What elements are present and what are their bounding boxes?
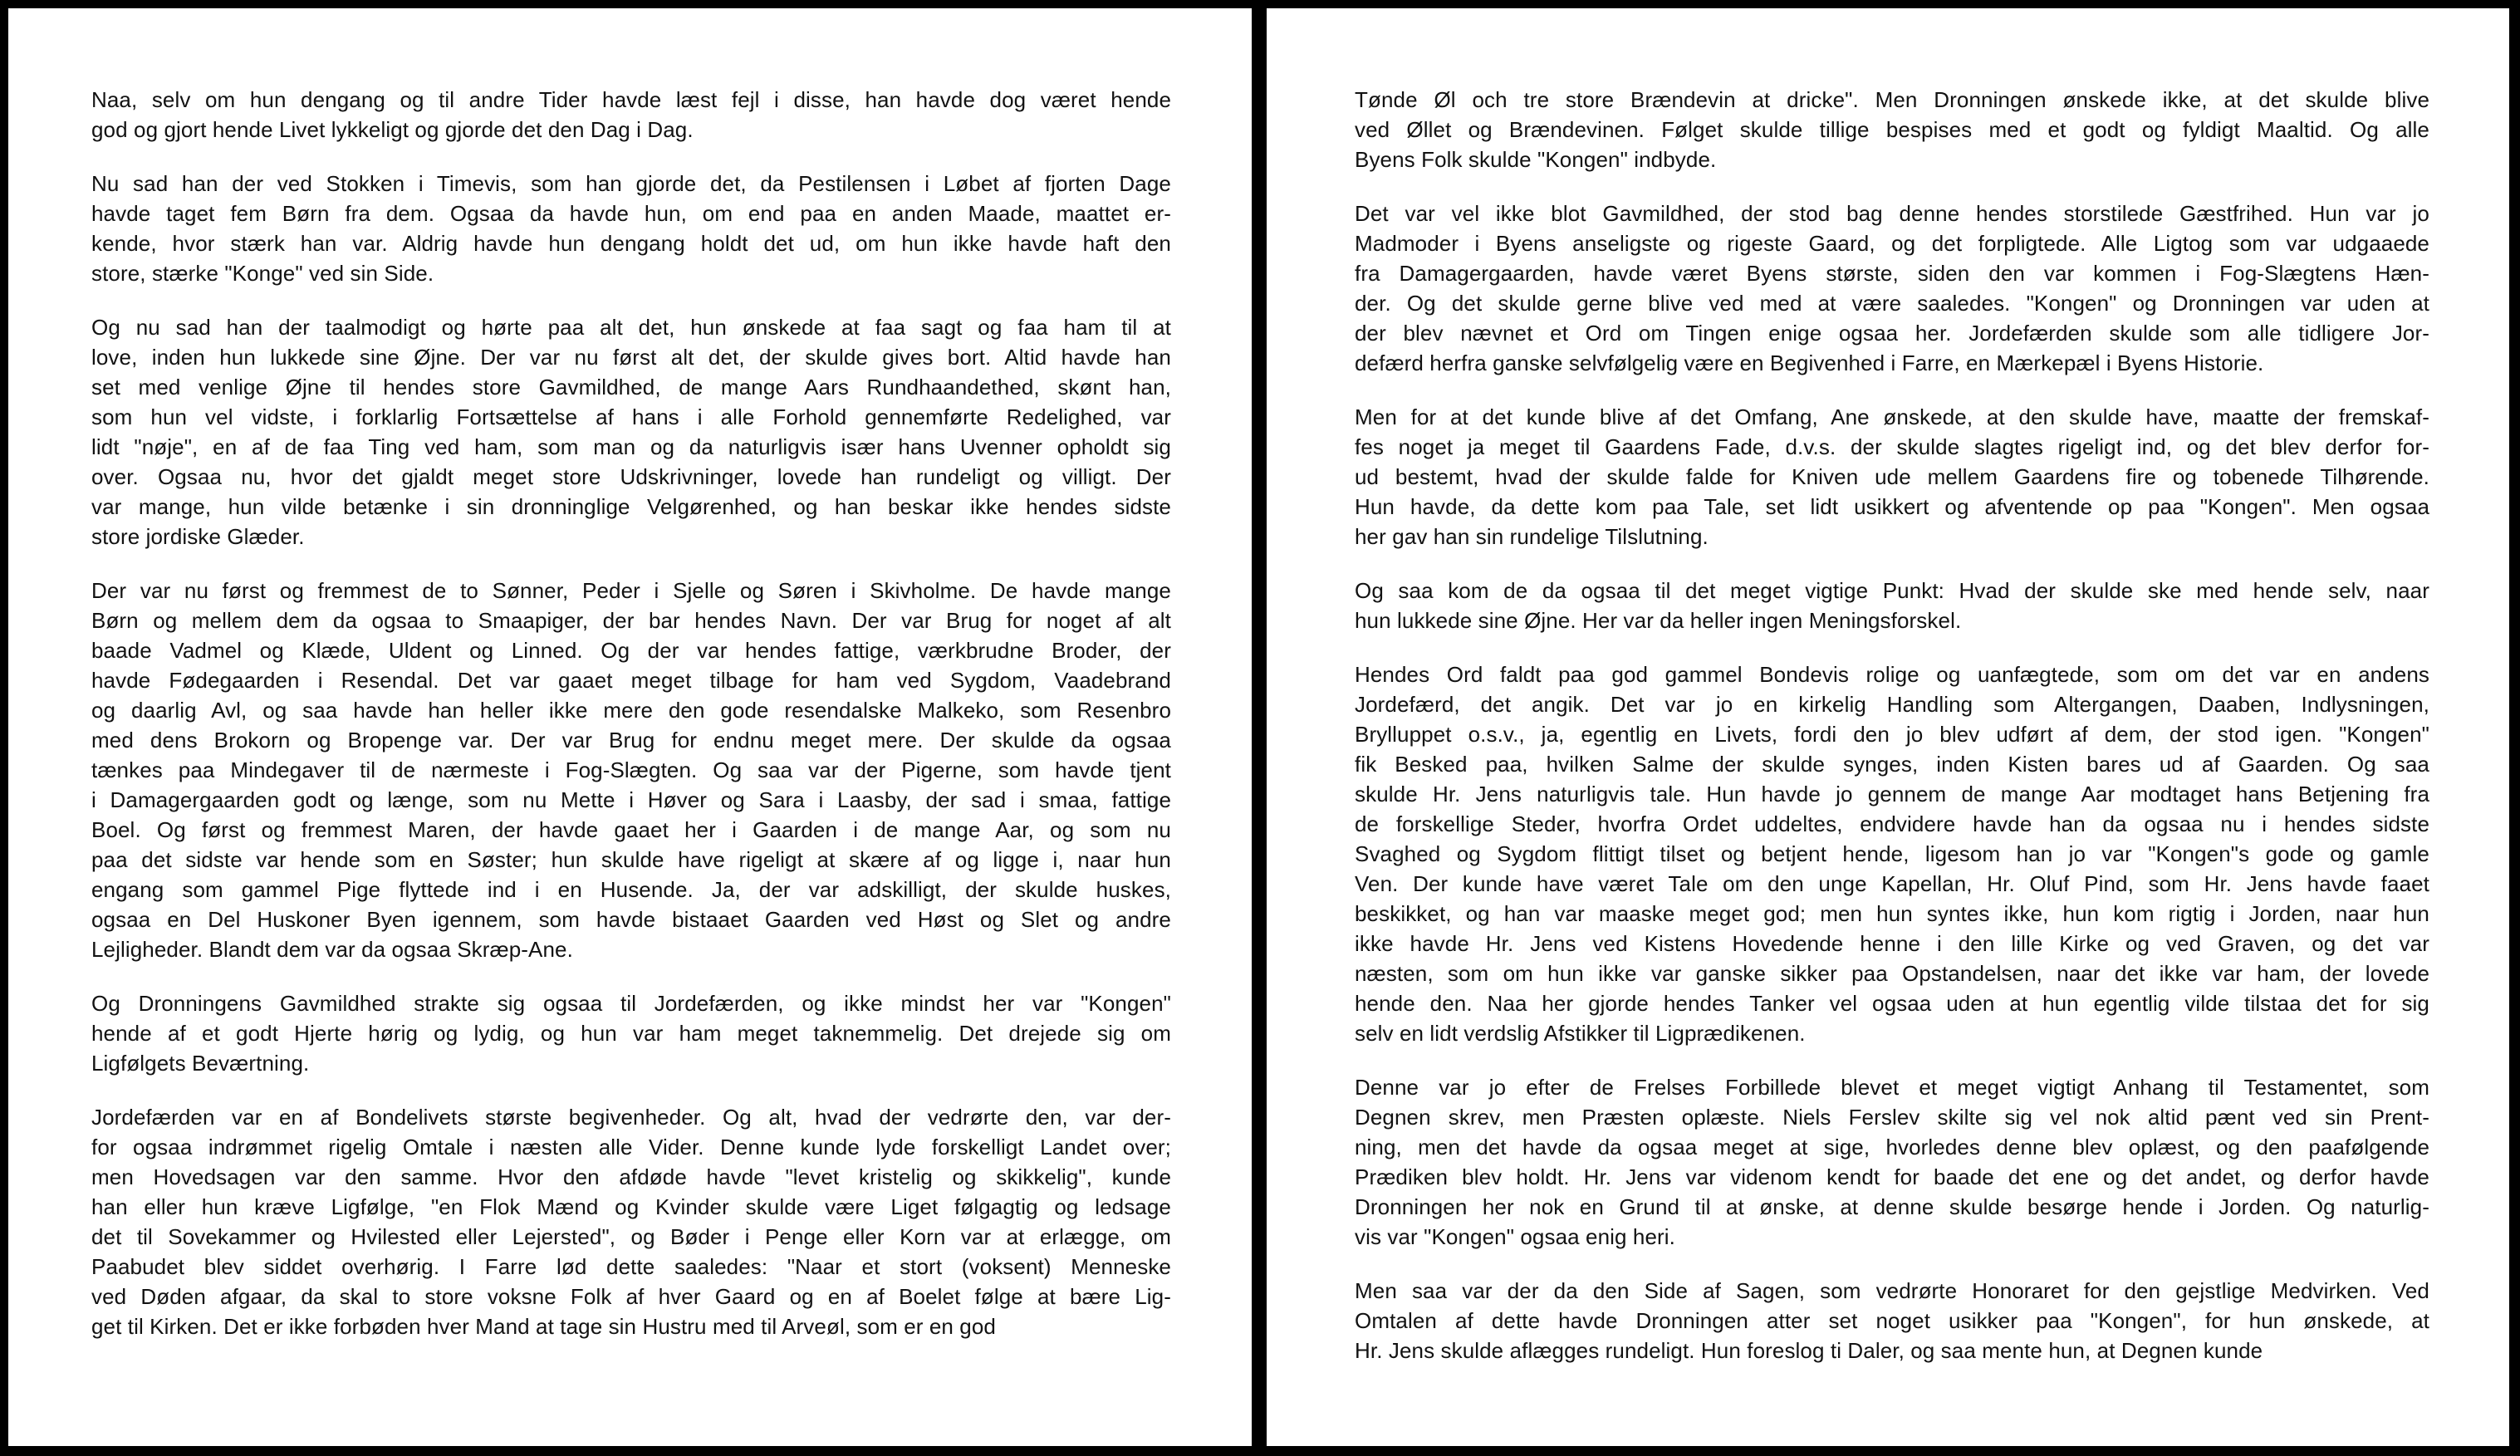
paragraph [1355,659,2429,1048]
text-line: Madmoder i Byens anseligste og rigeste Gaard, og det forpligtede. Alle Ligtog som var udgaaede [1355,231,2429,256]
text-line: ogsaa en Del Huskoner Byen igennem, som havde bistaaet Gaarden ved Høst og Slet og andre [91,907,1171,932]
text-line: god og gjort hende Livet lykkeligt og gjorde det den Dag i Dag. [91,117,694,142]
text-line: næsten, som om hun ikke var ganske sikker paa Opstandelsen, naar det ikke var ham, der lovede [1355,961,2429,986]
text-line: set med venlige Øjne til hendes store Gavmildhed, de mange Aars Rundhaandethed, skønt han, [91,375,1171,400]
paragraph [91,85,1171,145]
text-line: det til Sovekammer og Hvilested eller Lejersted", og Bøder i Penge eller Korn var at erlægge, om [91,1224,1171,1249]
paragraph [1355,1072,2429,1252]
text-line: hun lukkede sine Øjne. Her var da heller ingen Meningsforskel. [1355,608,1962,633]
text-line: Omtalen af dette havde Dronningen atter set noget usikker paa "Kongen", for hun ønskede, at [1355,1308,2429,1333]
text-line: hende af et godt Hjerte hørig og lydig, og hun var ham meget taknemmelig. Det drejede sig om [91,1021,1171,1046]
text-line: Og Dronningens Gavmildhed strakte sig ogsaa til Jordefærden, og ikke mindst her var "Kongen" [91,991,1171,1016]
text-line: paa det sidste var hende som en Søster; hun skulde have rigeligt at skære af og ligge i, naar hun [91,847,1171,872]
text-line: var mange, hun vilde betænke i sin dronninglige Velgørenhed, og han beskar ikke hendes sidste [91,494,1171,519]
text-line: love, inden hun lukkede sine Øjne. Der var nu først alt det, der skulde gives bort. Altid havde han [91,345,1171,370]
text-line: for ogsaa indrømmet rigelig Omtale i næsten alle Vider. Denne kunde lyde forskelligt Landet over; [91,1135,1171,1159]
text-line: Naa, selv om hun dengang og til andre Tider havde læst fejl i disse, han havde dog været hende [91,87,1171,112]
paragraph [1355,85,2429,174]
text-line: Prædiken blev holdt. Hr. Jens var videnom kendt for baade det ene og det andet, og derfor havde [1355,1164,2429,1189]
text-line: Ven. Der kunde have været Tale om den unge Kapellan, Hr. Oluf Pind, som Hr. Jens havde faaet [1355,871,2429,896]
text-line: skulde Hr. Jens naturligvis tale. Hun havde jo gennem de mange Aar modtaget hans Betjening fra [1355,782,2429,806]
text-line: vis var "Kongen" ogsaa enig heri. [1355,1224,1675,1249]
text-line: Det var vel ikke blot Gavmildhed, der stod bag denne hendes storstilede Gæstfrihed. Hun var jo [1355,201,2429,226]
text-line: selv en lidt verdslig Afstikker til Ligprædikenen. [1355,1021,1806,1046]
text-line: ved Øllet og Brændevinen. Følget skulde tillige bespises med et godt og fyldigt Maaltid. Og alle [1355,117,2429,142]
text-line: ved Døden afgaar, da skal to store voksne Folk af hver Gaard og en af Boelet følge at bære Lig- [91,1284,1171,1309]
text-line: Degnen skrev, men Præsten oplæste. Niels Ferslev skilte sig vel nok altid pænt ved sin Prent- [1355,1105,2429,1130]
text-line: engang som gammel Pige flyttede ind i en Husende. Ja, der var adskilligt, der skulde huskes, [91,877,1171,902]
text-line: Men saa var der da den Side af Sagen, som vedrørte Honoraret for den gejstlige Medvirken. Ved [1355,1278,2429,1303]
text-line: Denne var jo efter de Frelses Forbillede blevet et meget vigtigt Anhang til Testamentet, som [1355,1075,2429,1100]
text-line: Dronningen her nok en Grund til at ønske, at denne skulde besørge hende i Jorden. Og naturlig- [1355,1194,2429,1219]
text-line: ning, men det havde da ogsaa meget at sige, hvorledes denne blev oplæst, og den paafølgende [1355,1135,2429,1159]
text-line: ikke havde Hr. Jens ved Kistens Hovedende henne i den lille Kirke og ved Graven, og det var [1355,931,2429,956]
page-left [8,8,1252,1446]
text-line: beskikket, og han var maaske meget god; men hun syntes ikke, hun kom rigtig i Jorden, naar hun [1355,901,2429,926]
paragraph [91,1102,1171,1341]
text-line: Paabudet blev siddet overhørig. I Farre lød dette saaledes: "Naar et stort (voksent) Menneske [91,1254,1171,1279]
text-line: store, stærke "Konge" ved sin Side. [91,261,434,286]
text-line: store jordiske Glæder. [91,524,305,549]
text-line: havde Fødegaarden i Resendal. Det var gaaet meget tilbage for ham ved Sygdom, Vaadebrand [91,668,1171,693]
text-line: Hun havde, da dette kom paa Tale, set lidt usikkert og afventende op paa "Kongen". Men ogsaa [1355,494,2429,519]
text-line: hende den. Naa her gjorde hendes Tanker vel ogsaa uden at hun egentlig vilde tilstaa det for sig [1355,991,2429,1016]
text-line: med dens Brokorn og Bropenge var. Der var Brug for endnu meget mere. Der skulde da ogsaa [91,728,1171,753]
text-line: Børn og mellem dem da ogsaa to Smaapiger, der bar hendes Navn. Der var Brug for noget af alt [91,608,1171,633]
paragraph [1355,1276,2429,1365]
text-line: Byens Folk skulde "Kongen" indbyde. [1355,147,1717,172]
text-line: der blev nævnet et Ord om Tingen enige ogsaa her. Jordefærden skulde som alle tidligere Jor- [1355,321,2429,346]
text-line: get til Kirken. Det er ikke forbøden hver Mand at tage sin Hustru med til Arveøl, som er en god [91,1314,996,1339]
text-line: og daarlig Avl, og saa havde han heller ikke mere den gode resendalske Malkeko, som Resenbro [91,698,1171,723]
paragraph [1355,199,2429,378]
text-line: havde taget fem Børn fra dem. Ogsaa da havde hun, om end paa en anden Maade, maattet er- [91,201,1171,226]
text-line: i Damagergaarden godt og længe, som nu Mette i Høver og Sara i Laasby, der sad i smaa, fattige [91,787,1171,812]
text-line: fes noget ja meget til Gaardens Fade, d.v.s. der skulde slagtes rigeligt ind, og det blev derfor for- [1355,434,2429,459]
text-line: lidt "nøje", en af de faa Ting ved ham, som man og da naturligvis især hans Uvenner opholdt sig [91,434,1171,459]
text-line: som hun vel vidste, i forklarlig Fortsættelse af hans i alle Forhold gennemførte Redelighed, var [91,404,1171,429]
paragraph [91,576,1171,964]
text-line: defærd herfra ganske selvfølgelig være en Begivenhed i Farre, en Mærkepæl i Byens Historie. [1355,351,2264,375]
paragraph [91,312,1171,552]
text-line: Jordefærden var en af Bondelivets største begivenheder. Og alt, hvad der vedrørte den, var der- [91,1105,1171,1130]
text-line: Og nu sad han der taalmodigt og hørte paa alt det, hun ønskede at faa sagt og faa ham til at [91,315,1171,340]
text-line: Og saa kom de da ogsaa til det meget vigtige Punkt: Hvad der skulde ske med hende selv, naar [1355,578,2429,603]
paragraph [91,988,1171,1078]
page-divider [1252,0,1267,1456]
text-line: der. Og det skulde gerne blive ved med at være saaledes. "Kongen" og Dronningen var uden at [1355,291,2429,316]
text-line: Ligfølgets Beværtning. [91,1051,310,1076]
text-line: men Hovedsagen var den samme. Hvor den afdøde havde "levet kristelig og skikkelig", kunde [91,1164,1171,1189]
text-line: her gav han sin rundelige Tilslutning. [1355,524,1709,549]
text-line: de forskellige Steder, hvorfra Ordet uddeltes, endvidere havde han da ogsaa nu i hendes sidste [1355,811,2429,836]
text-line: kende, hvor stærk han var. Aldrig havde hun dengang holdt det ud, om hun ikke havde haft den [91,231,1171,256]
text-line: Svaghed og Sygdom flittigt tilset og betjent hende, ligesom han jo var "Kongen"s gode og gamle [1355,841,2429,866]
page-right [1267,8,2509,1446]
text-line: Hendes Ord faldt paa god gammel Bondevis rolige og uanfægtede, som om det var en andens [1355,662,2429,687]
paragraph [1355,576,2429,635]
text-line: ud bestemt, hvad der skulde falde for Kniven ude mellem Gaardens fire og tobenede Tilhørende. [1355,464,2429,489]
text-line: tænkes paa Mindegaver til de nærmeste i Fog-Slægten. Og saa var der Pigerne, som havde tjent [91,757,1171,782]
text-line: baade Vadmel og Klæde, Uldent og Linned. Og der var hendes fattige, værkbrudne Broder, der [91,638,1171,663]
text-line: Lejligheder. Blandt dem var da ogsaa Skræp-Ane. [91,937,573,962]
text-line: Der var nu først og fremmest de to Sønner, Peder i Sjelle og Søren i Skivholme. De havde mange [91,578,1171,603]
text-line: Men for at det kunde blive af det Omfang, Ane ønskede, at den skulde have, maatte der fremskaf- [1355,404,2429,429]
text-line: Brylluppet o.s.v., ja, egentlig en Livets, fordi den jo blev udført af dem, der stod igen. "Kongen" [1355,722,2429,747]
text-line: Nu sad han der ved Stokken i Timevis, som han gjorde det, da Pestilensen i Løbet af fjorten Dage [91,171,1171,196]
text-line: Tønde Øl och tre store Brændevin at dricke". Men Dronningen ønskede ikke, at det skulde blive [1355,87,2429,112]
text-line: fra Damagergaarden, havde været Byens største, siden den var kommen i Fog-Slægtens Hæn- [1355,261,2429,286]
text-line: han eller hun kræve Ligfølge, "en Flok Mænd og Kvinder skulde være Liget følgagtig og ledsage [91,1194,1171,1219]
text-line: over. Ogsaa nu, hvor det gjaldt meget store Udskrivninger, lovede han rundeligt og villigt. Der [91,464,1171,489]
paragraph [1355,402,2429,552]
text-line: fik Besked paa, hvilken Salme der skulde synges, inden Kisten bares ud af Gaarden. Og saa [1355,752,2429,777]
text-line: Boel. Og først og fremmest Maren, der havde gaaet her i Gaarden i de mange Aar, og som nu [91,817,1171,842]
paragraph [91,169,1171,288]
text-line: Jordefærd, det angik. Det var jo en kirkelig Handling som Altergangen, Daaben, Indlysningen, [1355,692,2429,717]
text-line: Hr. Jens skulde aflægges rundeligt. Hun foreslog ti Daler, og saa mente hun, at Degnen kunde [1355,1338,2263,1363]
